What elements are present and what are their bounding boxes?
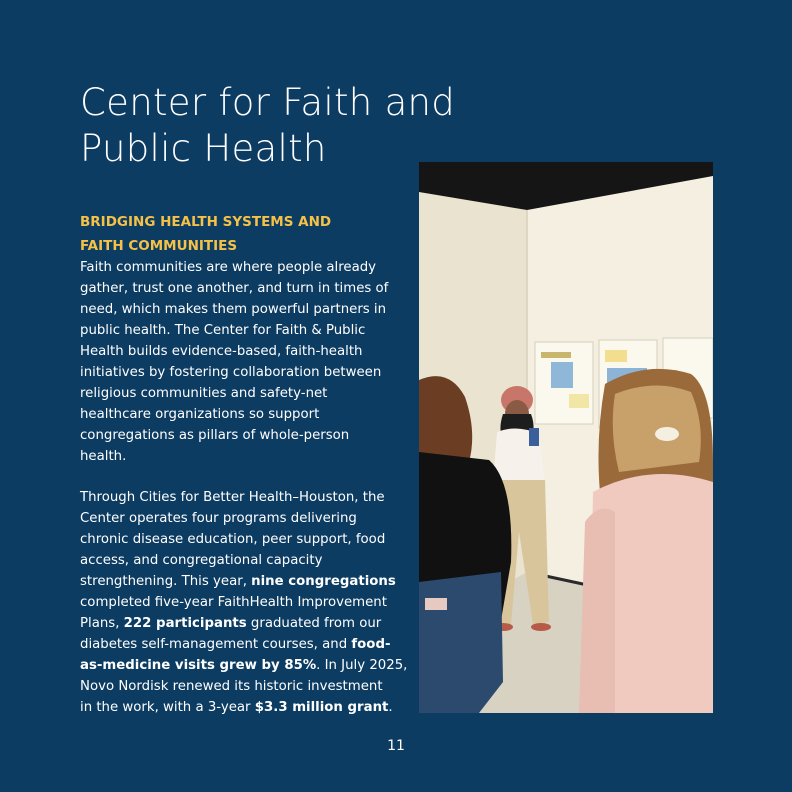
paragraph-line: Health builds evidence-based, faith-health (80, 344, 363, 359)
highlight-food-as-medicine-cont: as-medicine visits grew by 85% (80, 658, 317, 673)
paragraph-line: strengthening. This year, nine congregations (80, 574, 396, 589)
title-line: Center for Faith and (80, 81, 456, 124)
page-title (80, 80, 520, 172)
paragraph-line: gather, trust one another, and turn in times of (80, 281, 389, 296)
highlight-grant: $3.3 million grant (254, 700, 389, 715)
workshop-photo (419, 162, 713, 713)
paragraph-line: in the work, with a 3-year $3.3 million grant. (80, 700, 393, 715)
paragraph-line: Through Cities for Better Health–Houston, the (80, 490, 385, 505)
paragraph-line: Faith communities are where people already (80, 260, 377, 275)
title-line: Public Health (80, 127, 327, 170)
paragraph-line: religious communities and safety-net (80, 386, 328, 401)
paragraph-line: access, and congregational capacity (80, 553, 323, 568)
paragraph-line: Center operates four programs delivering (80, 511, 357, 526)
paragraph-line: public health. The Center for Faith & Public (80, 323, 366, 338)
subheading-line: BRIDGING HEALTH SYSTEMS AND (80, 214, 332, 230)
paragraph-line: healthcare organizations so support (80, 407, 320, 422)
intro-paragraph (80, 257, 410, 467)
highlight-congregations: nine congregations (251, 574, 396, 589)
highlight-participants: 222 participants (123, 616, 247, 631)
paragraph-line: need, which makes them powerful partners in (80, 302, 387, 317)
workshop-photo-illustration (419, 162, 713, 713)
paragraph-line: diabetes self-management courses, and food- (80, 637, 391, 652)
paragraph-line: health. (80, 449, 127, 464)
page-number: 11 (387, 738, 405, 754)
paragraph-line: chronic disease education, peer support, food (80, 532, 386, 547)
paragraph-line: Plans, 222 participants graduated from our (80, 616, 382, 631)
paragraph-line: congregations as pillars of whole-person (80, 428, 350, 443)
programs-paragraph (80, 487, 410, 718)
section-subheading (80, 210, 400, 258)
highlight-food-as-medicine: food- (351, 637, 391, 652)
paragraph-line: completed five-year FaithHealth Improvement (80, 595, 387, 610)
paragraph-line: Novo Nordisk renewed its historic investment (80, 679, 383, 694)
subheading-line: FAITH COMMUNITIES (80, 238, 238, 254)
paragraph-line: initiatives by fostering collaboration between (80, 365, 382, 380)
paragraph-line: as-medicine visits grew by 85%. In July 2025, (80, 658, 408, 673)
